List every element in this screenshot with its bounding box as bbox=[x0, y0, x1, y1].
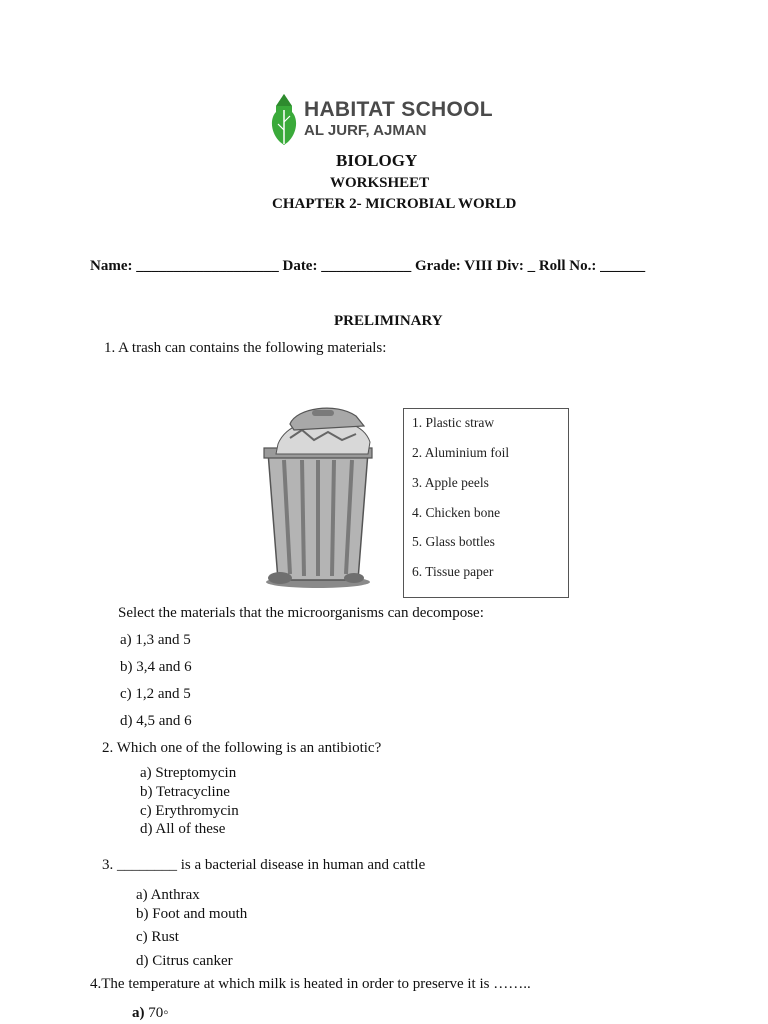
option-value: 70◦ bbox=[148, 1005, 169, 1021]
school-location: AL JURF, AJMAN bbox=[304, 122, 427, 139]
material-item: 3. Apple peels bbox=[412, 475, 489, 490]
option: a) Streptomycin bbox=[140, 765, 237, 781]
option: a) Anthrax bbox=[136, 887, 200, 903]
school-name: HABITAT SCHOOL bbox=[304, 98, 493, 121]
section-title: PRELIMINARY bbox=[334, 313, 443, 329]
question-2: 2. Which one of the following is an antibiotic? bbox=[102, 740, 382, 756]
chapter-title: CHAPTER 2- MICROBIAL WORLD bbox=[272, 196, 517, 212]
material-item: 5. Glass bottles bbox=[412, 534, 495, 549]
trash-can-illustration bbox=[256, 404, 380, 590]
school-logo bbox=[268, 92, 508, 148]
option: a) 1,3 and 5 bbox=[120, 632, 191, 648]
question-4: 4.The temperature at which milk is heated in order to preserve it is …….. bbox=[90, 976, 531, 992]
option: c) 1,2 and 5 bbox=[120, 686, 191, 702]
material-item: 4. Chicken bone bbox=[412, 505, 501, 520]
option: d) 4,5 and 6 bbox=[120, 713, 192, 729]
material-item: 6. Tissue paper bbox=[412, 564, 494, 579]
subject-title: BIOLOGY bbox=[336, 151, 418, 170]
material-item: 1. Plastic straw bbox=[412, 415, 495, 430]
question-3: 3. ________ is a bacterial disease in human and cattle bbox=[102, 857, 426, 873]
option: c) Rust bbox=[136, 929, 179, 945]
option: d) All of these bbox=[140, 821, 226, 837]
material-item: 2. Aluminium foil bbox=[412, 445, 510, 460]
option: b) Foot and mouth bbox=[136, 906, 248, 922]
option-letter: a) bbox=[132, 1005, 145, 1021]
pencil-leaf-logo-icon bbox=[268, 92, 300, 146]
materials-list-box bbox=[403, 408, 569, 598]
option: b) Tetracycline bbox=[140, 784, 230, 800]
question-1-instruction: Select the materials that the microorganisms can decompose: bbox=[118, 605, 484, 621]
option: d) Citrus canker bbox=[136, 953, 233, 969]
option: b) 3,4 and 6 bbox=[120, 659, 192, 675]
option: c) Erythromycin bbox=[140, 803, 239, 819]
question-1: 1. A trash can contains the following materials: bbox=[104, 340, 387, 356]
option bbox=[132, 1005, 169, 1022]
student-info-line: Name: ___________________ Date: ____________ Grade: VIII Div: _ Roll No.: ______ bbox=[90, 258, 646, 274]
worksheet-label: WORKSHEET bbox=[330, 175, 430, 191]
